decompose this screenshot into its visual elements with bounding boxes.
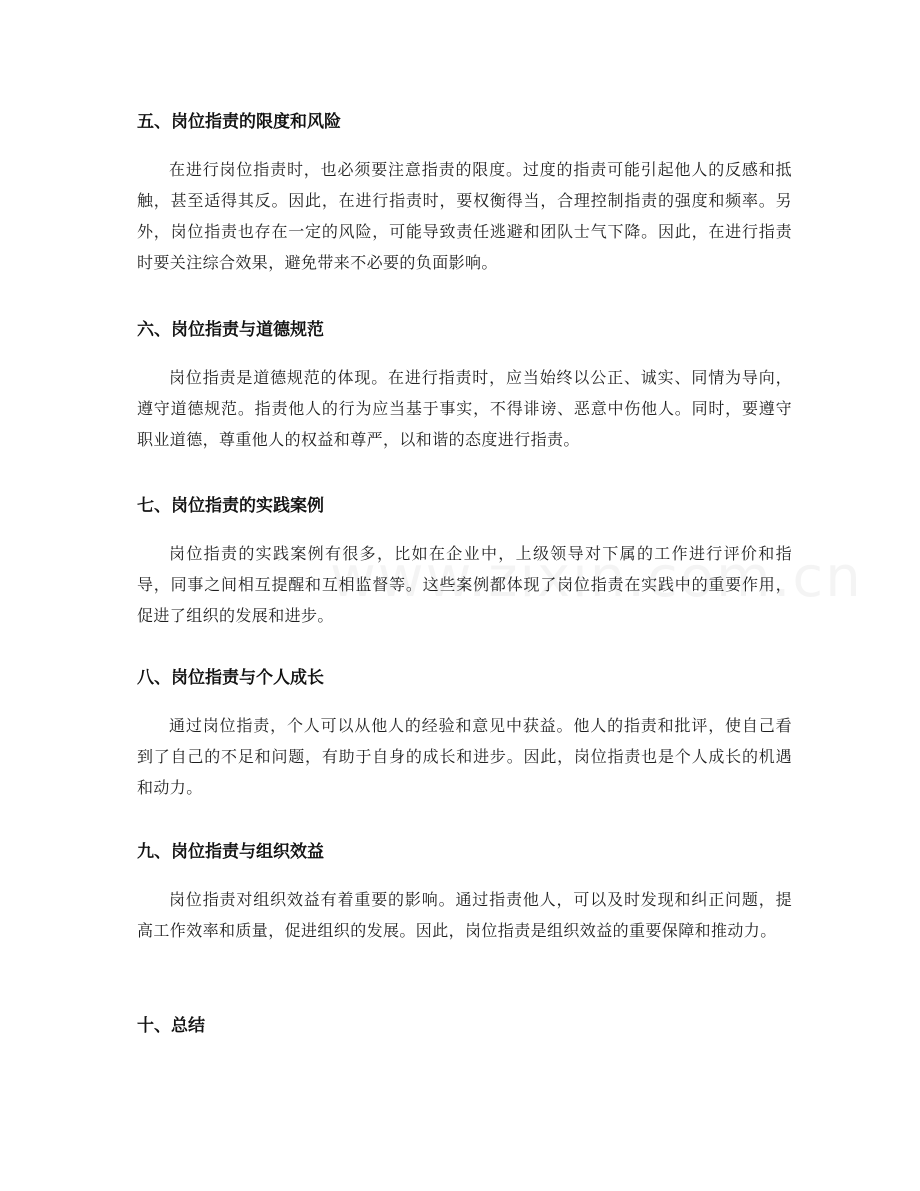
section-heading: 六、岗位指责与道德规范 [137,320,324,340]
section-5 [137,110,792,278]
section-paragraph: 通过岗位指责，个人可以从他人的经验和意见中获益。他人的指责和批评，使自己看到了自己的不足和问题，有助于自身的成长和进步。因此，岗位指责也是个人成长的机遇和动力。 [137,716,792,797]
section-9 [137,840,792,946]
section-heading: 九、岗位指责与组织效益 [137,842,324,862]
section-paragraph: 岗位指责是道德规范的体现。在进行指责时，应当始终以公正、诚实、同情为导向，遵守道德规范。指责他人的行为应当基于事实，不得诽谤、恶意中伤他人。同时，要遵守职业道德，尊重他人的权益和尊严，以和谐的态度进行指责。 [137,368,792,449]
section-heading: 十、总结 [137,1016,205,1036]
section-heading: 八、岗位指责与个人成长 [137,668,324,688]
section-heading: 五、岗位指责的限度和风险 [137,112,341,132]
section-10 [137,1014,792,1038]
section-paragraph: 在进行岗位指责时，也必须要注意指责的限度。过度的指责可能引起他人的反感和抵触，甚至适得其反。因此，在进行指责时，要权衡得当，合理控制指责的强度和频率。另外，岗位指责也存在一定的风险，可能导致责任逃避和团队士气下降。因此，在进行指责时要关注综合效果，避免带来不必要的负面影响。 [137,160,792,272]
section-8 [137,666,792,803]
section-paragraph: 岗位指责对组织效益有着重要的影响。通过指责他人，可以及时发现和纠正问题，提高工作效率和质量，促进组织的发展。因此，岗位指责是组织效益的重要保障和推动力。 [137,890,792,940]
section-7 [137,494,792,631]
section-6 [137,318,792,455]
section-heading: 七、岗位指责的实践案例 [137,496,324,516]
section-paragraph: 岗位指责的实践案例有很多，比如在企业中，上级领导对下属的工作进行评价和指导，同事之间相互提醒和互相监督等。这些案例都体现了岗位指责在实践中的重要作用，促进了组织的发展和进步。 [137,544,792,625]
